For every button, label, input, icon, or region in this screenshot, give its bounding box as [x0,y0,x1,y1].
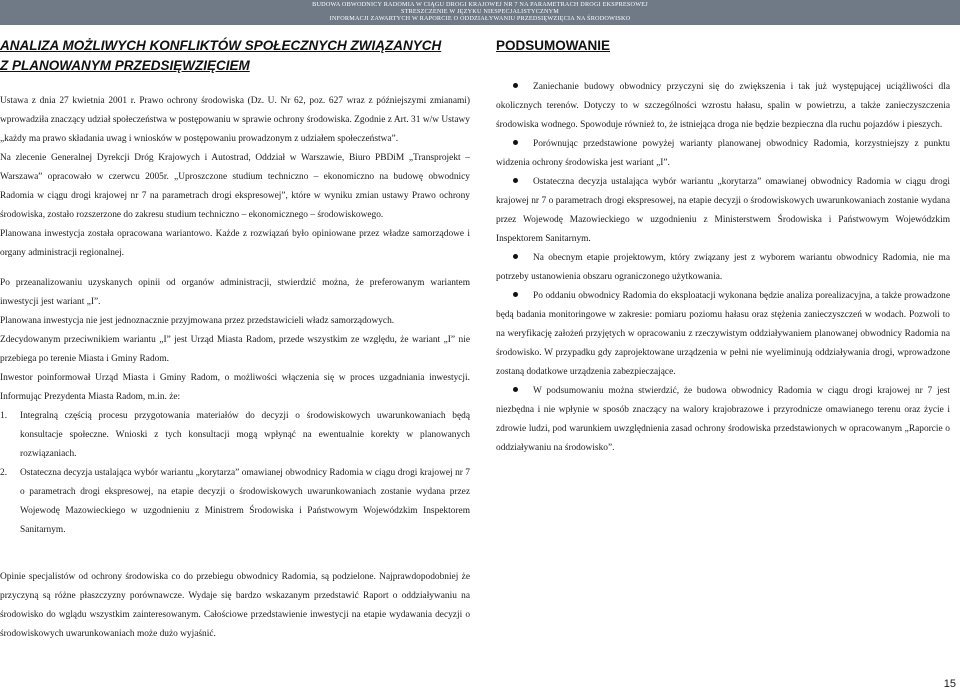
bullet-icon [513,140,518,145]
summary-bullet [496,382,950,458]
summary-bullet [496,135,950,173]
paragraph-investor-info: Inwestor poinformował Urząd Miasta i Gminy Radom, o możliwości włączenia się w proces uzgadniania inwestycji. Informując Prezydenta Miasta Radom, m.in. że: [0,373,470,402]
summary-bullet [496,249,950,287]
summary-bullet-text: Porównując przedstawione powyżej warianty planowanej obwodnicy Radomia, korzystniejszy z punktu widzenia ochrony środowiska jest wariant „I”. [496,139,950,168]
paragraph-variants: Planowana inwestycja została opracowana wariantowo. Każde z rozwiązań było opiniowane przez władze samorządowe i organy administracji regionalnej. [0,229,470,258]
summary-bullet [496,173,950,249]
list-item-number: 1. [0,411,8,421]
paragraph-expert-opinions: Opinie specjalistów od ochrony środowiska co do przebiegu obwodnicy Radomia, są podzielone. Najprawdopodobniej że przyczyną są różne płaszczyzny porównawcze. Wydaje się bardzo wskazanym przedstawić Raport o oddziaływaniu na środowisko do wglądu wszystkim zainteresowanym. Całościowe przedstawienie inwestycji na etapie wydawania decyzji o środowiskowych uwarunkowaniach może dużo wyjaśnić. [0,572,470,639]
summary-bullet-text: Zaniechanie budowy obwodnicy przyczyni się do zwiększenia i tak już występującej uciążliwości dla okolicznych terenów. Dotyczy to w szczególności wzrostu hałasu, spalin w powietrzu, a także zanieczyszczenia środowiska wodnego. Spowoduje również to, że istniejąca droga nie będzie bezpieczna dla ruchu pojazdów i pieszych. [496,82,950,130]
bullet-icon [513,178,518,183]
bullet-icon [513,254,518,259]
header-subtitle: STRESZCZENIE W JĘZYKU NIESPECJALISTYCZNYM [400,8,560,16]
list-item-text: Ostateczna decyzja ustalająca wybór wariantu „korytarza” omawianej obwodnicy Radomia w ciągu drogi krajowej nr 7 o parametrach drogi ekspresowej, na etapie decyzji o środowiskowych uwarunkowaniach zostanie wydana przez Wojewodę Mazowieckiego w uzgodnieniu z Ministrem Środowiska i Państwowym Wojewódzkim Inspektorem Sanitarnym. [20,468,470,535]
paragraph-study: Na zlecenie Generalnej Dyrekcji Dróg Krajowych i Autostrad, Oddział w Warszawie, Biuro PBDiM „Transprojekt – Warszawa” opracowało w czerwcu 2005r. „Uproszczone studium techniczno – ekonomiczno na budowę obwodnicy Radomia w ciągu drogi krajowej nr 7 na parametrach drogi ekspresowej”, które w wyniku zmian ustawy Prawo ochrony środowiska, zostało rozszerzone do zakresu studium techniczno – ekonomicznego – środowiskowego. [0,153,470,220]
header-report-title: INFORMACJI ZAWARTYCH W RAPORCIE O ODDZIAŁYWANIU PRZEDSIĘWZIĘCIA NA ŚRODOWISKO [329,15,631,23]
left-bottom-block [0,568,470,644]
summary-bullet-text: W podsumowaniu można stwierdzić, że budowa obwodnicy Radomia w ciągu drogi krajowej nr 7 jest niezbędna i nie wpłynie w sposób znaczący na walory krajobrazowe i przyrodnicze omawianego terenu oraz życie i zdrowie ludzi, pod warunkiem uwzględnienia zasad ochrony środowiska przedstawionych w opracowanym „Raporcie o oddziaływaniu na środowisko”. [496,386,950,453]
list-item [0,464,470,540]
summary-bullet-text: Na obecnym etapie projektowym, który związany jest z wyborem wariantu obwodnicy Radomia, nie ma potrzeby ustanowienia obszaru ograniczonego użytkowania. [496,253,950,282]
paragraph-local-authorities: Planowana inwestycja nie jest jednoznacznie przyjmowana przez przedstawicieli władz samorządowych. [0,316,395,326]
left-column [0,36,470,540]
paragraph-opponent: Zdecydowanym przeciwnikiem wariantu „I” jest Urząd Miasta Radom, przede wszystkim ze względu, że wariant „I” nie przebiega po terenie Miasta i Gminy Radom. [0,335,470,364]
summary-bullet-text: Po oddaniu obwodnicy Radomia do eksploatacji wykonana będzie analiza porealizacyjna, a także prowadzone będą badania monitoringowe w zakresie: pomiaru poziomu hałasu oraz stężenia zanieczyszczeń w wodach. Pozwoli to na weryfikację założeń przyjętych w opracowaniu z rzeczywistym oddziaływaniem planowanej obwodnicy Radomia na środowisko. W przypadku gdy zaprojektowane urządzenia w pełni nie wyeliminują oddziaływania drogi, wprowadzone zostaną dodatkowe urządzenia zabezpieczające. [496,291,950,377]
list-item-number: 2. [0,468,8,478]
paragraph-law: Ustawa z dnia 27 kwietnia 2001 r. Prawo ochrony środowiska (Dz. U. Nr 62, poz. 627 wraz z późniejszymi zmianami) wprowadziła znaczący udział społeczeństwa w postępowaniu w sprawie ochrony środowiska. Zgodnie z Art. 31 w/w Ustawy „każdy ma prawo składania uwag i wniosków w postępowaniu prowadzonym z udziałem społeczeństwa”. [0,96,470,144]
page-number: 15 [943,678,956,690]
header-project-title: BUDOWA OBWODNICY RADOMIA W CIĄGU DROGI KRAJOWEJ NR 7 NA PARAMETRACH DROGI EKSPRESOWEJ [312,1,648,8]
bullet-icon [513,83,518,88]
summary-bullet-text: Ostateczna decyzja ustalająca wybór wariantu „korytarza” omawianej obwodnicy Radomia w ciągu drogi krajowej nr 7 o parametrach drogi ekspresowej, na etapie decyzji o środowiskowych uwarunkowaniach zostanie wydana przez Wojewodę Mazowieckiego w uzgodnieniu z Ministerstwem Środowiska i Państwowym Wojewódzkim Inspektorem Sanitarnym. [496,177,950,244]
right-column [496,36,950,458]
paragraph-preferred-variant: Po przeanalizowaniu uzyskanych opinii od organów administracji, stwierdzić można, że preferowanym wariantem inwestycji jest wariant „I”. [0,278,470,307]
bullet-icon [513,292,518,297]
section-heading-line2: Z PLANOWANYM PRZEDSIĘWZIĘCIEM [0,58,250,73]
summary-bullet [496,78,950,135]
list-item-text: Integralną częścią procesu przygotowania materiałów do decyzji o środowiskowych uwarunkowaniach będą konsultacje społeczne. Wnioski z tych konsultacji mogą wpłynąć na ewentualnie korekty w planowanych rozwiązaniach. [20,411,470,459]
summary-bullet [496,287,950,382]
section-heading-line1: ANALIZA MOŻLIWYCH KONFLIKTÓW SPOŁECZNYCH ZWIĄZANYCH [0,38,442,53]
summary-heading: PODSUMOWANIE [496,38,611,53]
list-item [0,407,470,464]
bullet-icon [513,387,518,392]
document-header [0,0,960,25]
